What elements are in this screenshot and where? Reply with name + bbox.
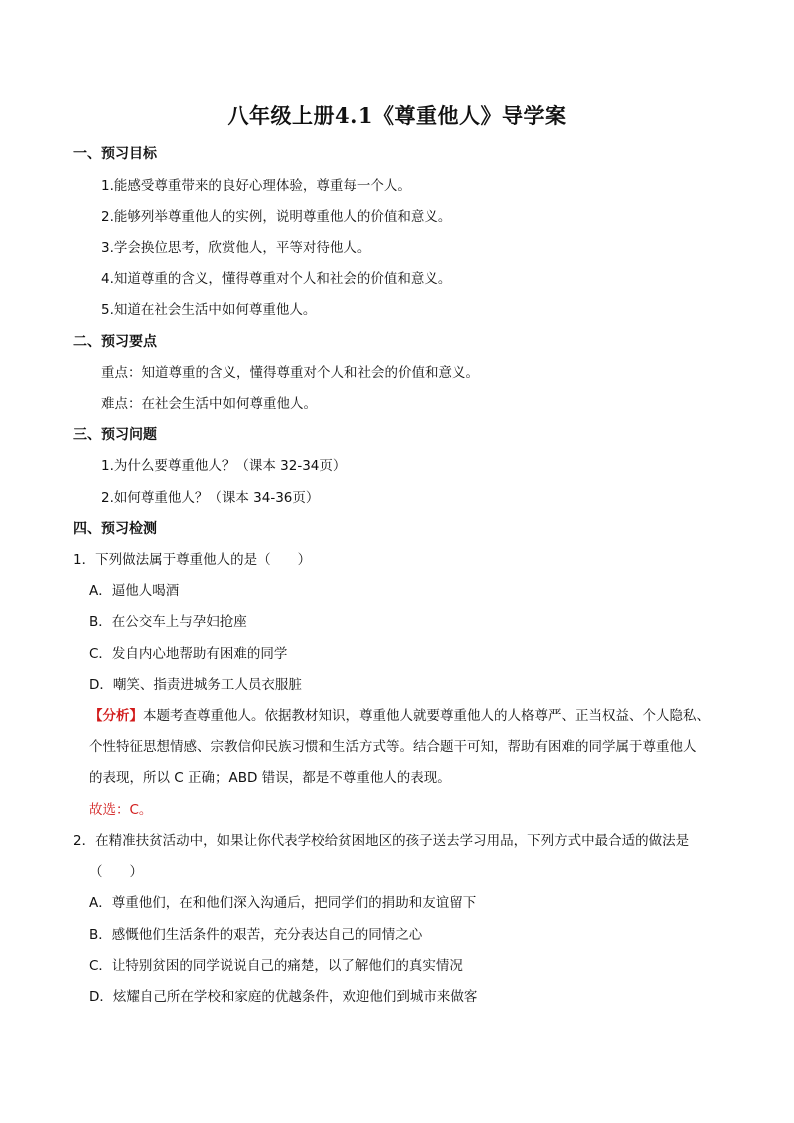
q1-option-c: C．发自内心地帮助有困难的同学 [89,646,288,662]
q1-analysis-line [89,707,710,725]
q1-option-d: D．嘲笑、指责进城务工人员衣服脏 [89,677,302,693]
section-heading-keypoints: 二、预习要点 [73,334,157,350]
q2-option-b: B．感慨他们生活条件的艰苦，充分表达自己的同情之心 [89,927,423,943]
q1-option-b: B．在公交车上与孕妇抢座 [89,614,247,630]
q2-stem-bracket: （ ） [89,864,143,880]
goal-item: 2.能够列举尊重他人的实例，说明尊重他人的价值和意义。 [101,209,452,225]
q1-analysis-line: 的表现，所以 C 正确；ABD 错误，都是不尊重他人的表现。 [89,770,451,786]
analysis-label: 【分析】 [89,708,143,724]
keypoint-difficult: 难点：在社会生活中如何尊重他人。 [101,396,317,412]
analysis-text: 本题考查尊重他人。依据教材知识，尊重他人就要尊重他人的人格尊严、正当权益、个人隐私、 [143,708,710,724]
q2-stem: 2．在精准扶贫活动中，如果让你代表学校给贫困地区的孩子送去学习用品，下列方式中最合适的做法是 [73,833,690,849]
q1-stem: 1．下列做法属于尊重他人的是（ ） [73,552,312,568]
q1-analysis-line: 个性特征思想情感、宗教信仰民族习惯和生活方式等。结合题干可知，帮助有困难的同学属于尊重他人 [89,739,697,755]
section-heading-test: 四、预习检测 [73,521,157,537]
q2-option-c: C．让特别贫困的同学说说自己的痛楚，以了解他们的真实情况 [89,958,463,974]
question-item: 1.为什么要尊重他人？（课本 32-34页） [101,458,347,474]
keypoint-important: 重点：知道尊重的含义，懂得尊重对个人和社会的价值和意义。 [101,365,479,381]
goal-item: 3.学会换位思考，欣赏他人，平等对待他人。 [101,240,371,256]
q1-option-a: A．逼他人喝酒 [89,583,180,599]
question-item: 2.如何尊重他人？（课本 34-36页） [101,490,320,506]
goal-item: 1.能感受尊重带来的良好心理体验，尊重每一个人。 [101,178,411,194]
section-heading-goals: 一、预习目标 [73,146,157,162]
q2-option-a: A．尊重他们，在和他们深入沟通后，把同学们的捐助和友谊留下 [89,895,477,911]
section-heading-questions: 三、预习问题 [73,427,157,443]
page-title: 八年级上册4.1《尊重他人》导学案 [227,103,567,128]
goal-item: 4.知道尊重的含义，懂得尊重对个人和社会的价值和意义。 [101,271,452,287]
q2-option-d: D．炫耀自己所在学校和家庭的优越条件，欢迎他们到城市来做客 [89,989,478,1005]
goal-item: 5.知道在社会生活中如何尊重他人。 [101,302,317,318]
q1-answer: 故选：C。 [89,802,153,818]
